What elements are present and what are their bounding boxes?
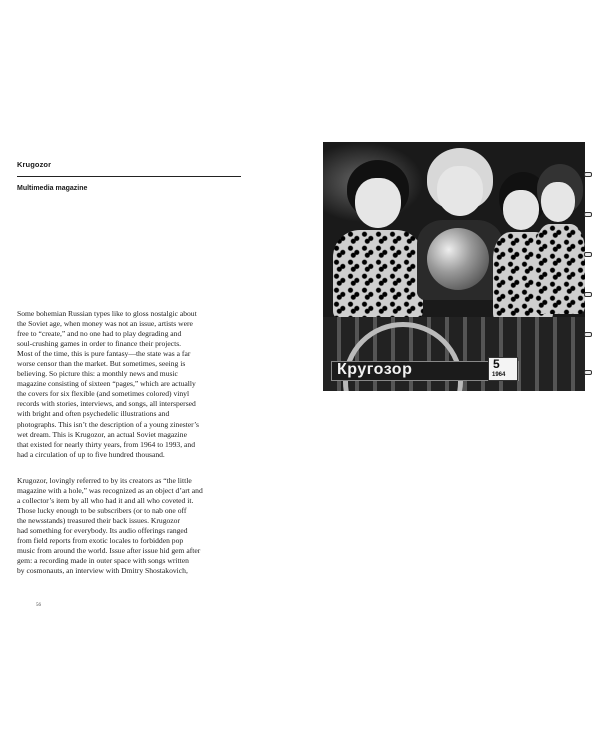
binding-ring: [584, 252, 592, 257]
page-number: 56: [36, 603, 41, 608]
text-line: with bright and often psychedelic illustrations and: [17, 409, 170, 419]
text-line: the Soviet age, when money was not an issue, artists were: [17, 319, 193, 329]
face: [503, 190, 539, 230]
text-line: worse censor than the market. But sometimes, seeing is: [17, 359, 186, 369]
binding-ring: [584, 332, 592, 337]
issue-year: 1964: [492, 372, 506, 378]
title-rule: [17, 176, 241, 177]
right-page: [300, 0, 600, 750]
text-line: the covers for six flexible (and sometimes colored) vinyl: [17, 389, 190, 399]
text-line: Some bohemian Russian types like to gloss nostalgic about: [17, 309, 197, 318]
paragraph-2: [17, 476, 249, 576]
globe: [427, 228, 489, 290]
text-line: magazine consisting of sixteen “pages,” which are actually: [17, 379, 196, 389]
girl-figure: [535, 164, 585, 314]
text-line: records with stories, interviews, and songs, all interspersed: [17, 399, 196, 409]
face: [437, 166, 483, 216]
magazine-logo: Кругозор: [337, 361, 413, 378]
text-line: Krugozor, lovingly referred to by its creators as “the little: [17, 476, 192, 485]
text-line: believing. So picture this: a monthly news and music: [17, 369, 178, 379]
text-line: the newsstands) treasured their back issues. Krugozor: [17, 516, 181, 526]
spiral-binding: [582, 142, 592, 391]
paragraph-1: [17, 309, 249, 460]
section-subtitle: Multimedia magazine: [17, 185, 88, 192]
section-title: Krugozor: [17, 160, 52, 169]
blouse: [535, 224, 585, 314]
girl-figure: [333, 160, 423, 330]
text-line: by cosmonauts, an interview with Dmitry Shostakovich,: [17, 566, 188, 576]
text-line: had something for everybody. Its audio offerings ranged: [17, 526, 188, 536]
binding-ring: [584, 172, 592, 177]
text-line: photographs. This isn’t the description of a young zinester’s: [17, 419, 200, 429]
issue-number: 5: [493, 357, 500, 371]
text-line: a collector’s item by all who had it and all who coveted it.: [17, 496, 194, 506]
text-line: music from around the world. Issue after issue hid gem after: [17, 546, 201, 556]
text-line: magazine with a hole,” was recognized as an object d’art and: [17, 486, 203, 496]
magazine-cover-photo: [323, 142, 585, 391]
blouse: [333, 230, 423, 320]
text-line: Most of the time, this is pure fantasy—the state was a far: [17, 349, 191, 359]
binding-ring: [584, 292, 592, 297]
text-line: wet dream. This is Krugozor, an actual Soviet magazine: [17, 429, 187, 439]
face: [541, 182, 575, 222]
text-line: free to “create,” and no one had to play degrading and: [17, 329, 182, 339]
text-line: Those lucky enough to be subscribers (or to nab one off: [17, 506, 187, 516]
text-line: gem: a recording made in outer space with songs written: [17, 556, 189, 566]
text-line: from field reports from exotic locales to forbidden pop: [17, 536, 184, 546]
binding-ring: [584, 370, 592, 375]
text-line: that existed for nearly thirty years, from 1964 to 1993, and: [17, 439, 195, 449]
text-line: had a circulation of up to five hundred thousand.: [17, 449, 165, 459]
binding-ring: [584, 212, 592, 217]
face: [355, 178, 401, 228]
text-line: soul-crushing games in order to finance their projects.: [17, 339, 182, 349]
